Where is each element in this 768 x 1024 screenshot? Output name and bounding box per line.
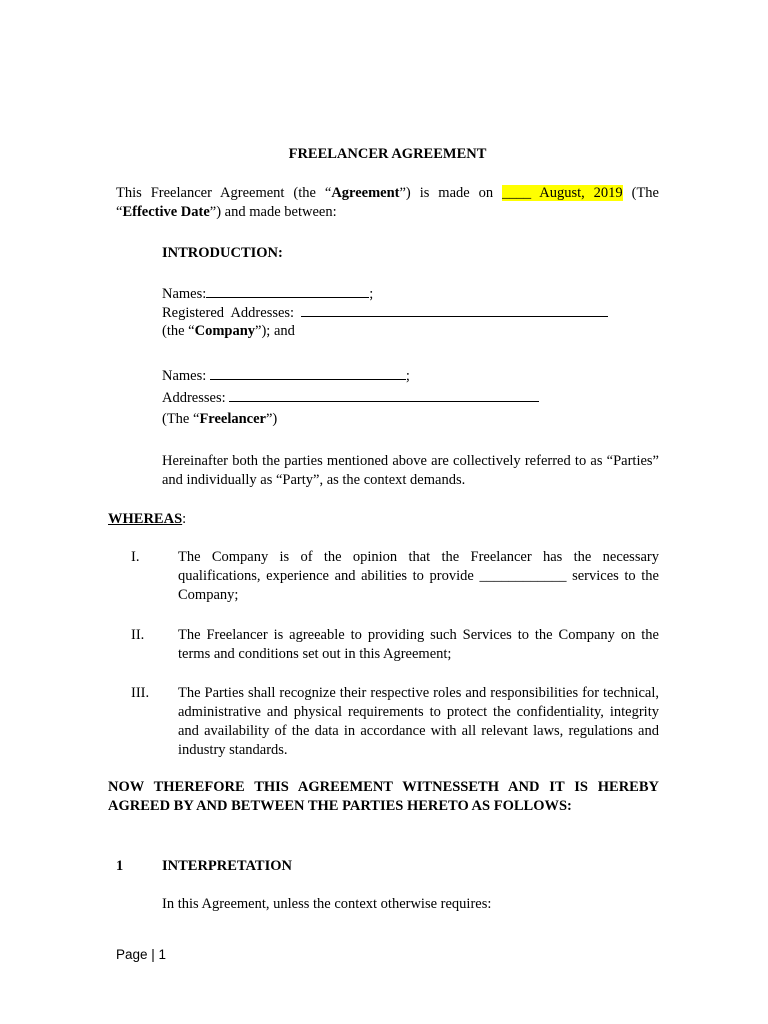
- company-names-line: [162, 283, 373, 304]
- section-title: INTERPRETATION: [162, 858, 292, 874]
- recital-text: [178, 548, 659, 605]
- whereas-label: WHEREAS: [108, 511, 183, 527]
- section-intro: In this Agreement, unless the context otherwise requires:: [162, 896, 492, 912]
- now-therefore-clause: NOW THEREFORE THIS AGREEMENT WITNESSETH AND IT IS HEREBY AGREED BY AND BETWEEN THE PARTIES HERETO AS FOLLOWS:: [108, 779, 659, 814]
- document-title: FREELANCER AGREEMENT: [288, 146, 487, 162]
- recital-text-part: services to the Company;: [178, 568, 659, 603]
- names-end: ;: [405, 368, 410, 384]
- company-address-line: [162, 302, 608, 323]
- services-blank: ____________: [479, 568, 567, 584]
- freelancer-names-blank: [210, 365, 406, 380]
- section-number: 1: [116, 858, 124, 874]
- whereas-colon: :: [182, 511, 187, 527]
- recital-text: The Parties shall recognize their respective roles and responsibilities for technical, administrative and physical requirements to protect the confidentiality, integrity and availability of the data in accordance with all relevant laws, regulations and industry standards.: [178, 685, 659, 758]
- date-highlight: ____ August, 2019: [502, 185, 623, 201]
- opening-text: This Freelancer Agreement (the “: [116, 185, 332, 201]
- freelancer-names-line: [162, 365, 410, 386]
- freelancer-address-line: [162, 387, 539, 408]
- company-names-blank: [206, 283, 369, 298]
- address-label: Addresses:: [162, 390, 230, 406]
- designation-text: ”); and: [255, 323, 295, 339]
- freelancer-designation: [162, 410, 277, 429]
- recital-number: II.: [131, 627, 145, 643]
- names-label: Names:: [162, 368, 210, 384]
- names-label: Names:: [162, 286, 207, 302]
- recital-text: The Freelancer is agreeable to providing such Services to the Company on the terms and conditions set out in this Agreement;: [178, 627, 659, 662]
- designation-text: ”): [266, 411, 278, 427]
- recital-text-part: The Company is of the opinion that the Freelancer has the necessary qualifications, experience and abilities to provide: [178, 549, 659, 584]
- names-end: ;: [369, 286, 374, 302]
- recital-number: I.: [131, 549, 140, 565]
- opening-text: (The “: [116, 185, 659, 220]
- agreement-term: Agreement: [331, 185, 400, 201]
- freelancer-address-blank: [229, 387, 539, 402]
- opening-text: ”) is made on: [399, 185, 503, 201]
- effective-date-term: Effective Date: [122, 204, 210, 220]
- recital-number: III.: [131, 685, 150, 701]
- company-address-blank: [301, 302, 608, 317]
- address-label: Registered Addresses:: [162, 305, 302, 321]
- company-designation: [162, 322, 295, 341]
- introduction-heading: INTRODUCTION:: [162, 245, 283, 261]
- designation-text: (The “: [162, 411, 200, 427]
- opening-text: ”) and made between:: [209, 204, 337, 220]
- opening-paragraph: [116, 184, 659, 222]
- company-term: Company: [194, 323, 256, 339]
- freelancer-term: Freelancer: [199, 411, 266, 427]
- whereas-heading: [108, 510, 186, 529]
- hereinafter-paragraph: Hereinafter both the parties mentioned above are collectively referred to as “Parties” and individually as “Party”, as the context demands.: [162, 453, 659, 488]
- designation-text: (the “: [162, 323, 195, 339]
- page-footer: Page | 1: [116, 947, 167, 962]
